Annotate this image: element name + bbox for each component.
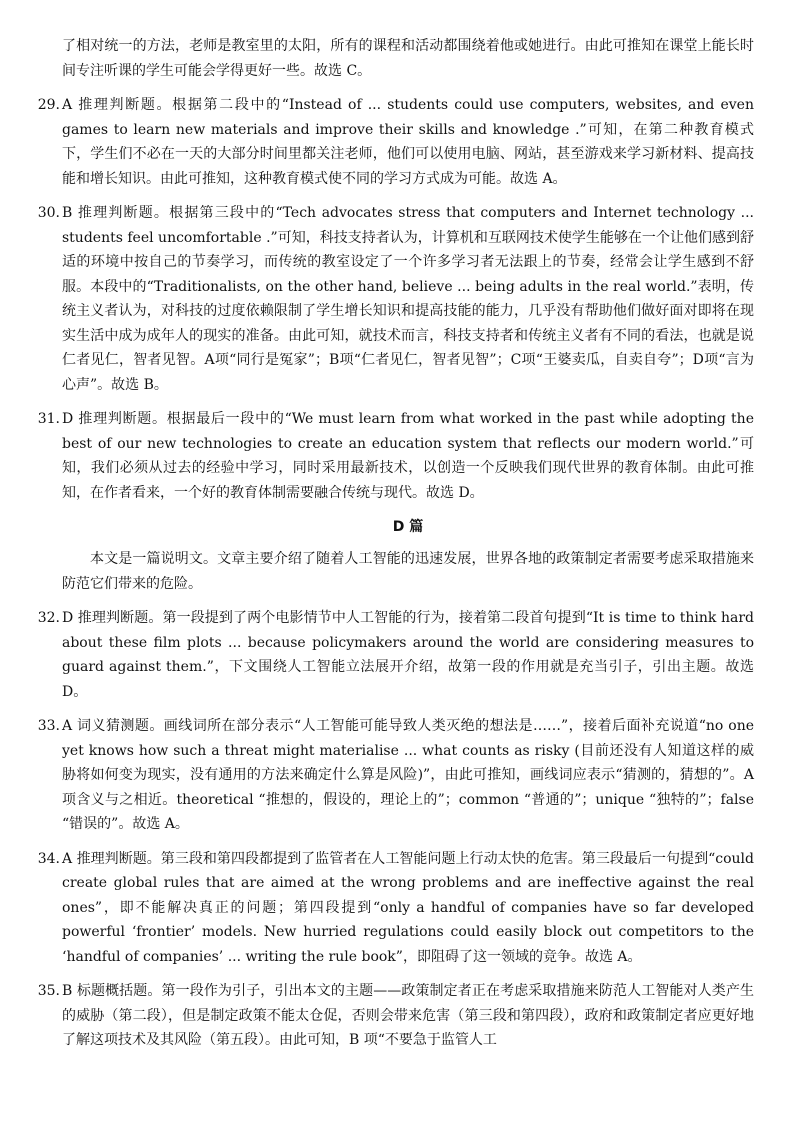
answer-key-page xyxy=(37,34,754,1063)
item-number: 29. xyxy=(37,97,60,113)
answer-item-30 xyxy=(37,201,754,397)
item-explanation: A 推理判断题。第三段和第四段都提到了监管者在人工智能问题上行动太快的危害。第三段最后一句提到“could create global rules that are aimed at the wrong problems and are ineffective against the real ones”，即不能解决真正的问题；第四段提到“only a handful of companies have so far developed powerful ‘frontier’ models. New hurried regulations could easily block out competitors to the ‘handful of companies’ ... writing the rule book”，即阻碍了这一领域的竞争。故选 A。 xyxy=(62,850,754,965)
item-explanation: B 标题概括题。第一段作为引子，引出本文的主题——政策制定者正在考虑采取措施来防范人工智能对人类产生的威胁（第二段），但是制定政策不能太仓促，否则会带来危害（第三段和第四段），政府和政策制定者应更好地了解这项技术及其风险（第五段）。由此可知，B 项“不要急于监管人工 xyxy=(62,983,754,1048)
answer-item-34 xyxy=(37,847,754,970)
item-explanation: D 推理判断题。根据最后一段中的“We must learn from what worked in the past while adopting the best of our new technologies to create an education system that reflects our modern world.”可知，我们必须从过去的经验中学习，同时采用最新技术，以创造一个反映我们现代世界的教育体制。由此可推知，在作者看来，一个好的教育体制需要融合传统与现代。故选 D。 xyxy=(62,411,754,501)
item-explanation: A 推理判断题。根据第二段中的“Instead of ... students could use computers, websites, and even games to learn new materials and improve their skills and knowledge .”可知，在第二种教育模式下，学生们不必在一天的大部分时间里都关注老师，他们可以使用电脑、网站，甚至游戏来学习新材料、提高技能和增长知识。由此可推知，这种教育模式使不同的学习方式成为可能。故选 A。 xyxy=(62,97,754,187)
answer-item-32 xyxy=(37,606,754,704)
item-number: 34. xyxy=(37,850,60,867)
item-number: 35. xyxy=(37,983,60,999)
item-explanation: A 词义猜测题。画线词所在部分表示“人工智能可能导致人类灭绝的想法是……”，接着后面补充说道“no one yet knows how such a threat might materialise ... what counts as risky (目前还没有人知道这样的威胁将如何变为现实，没有通用的方法来确定什么算是风险)”，由此可推知，画线词应表示“猜测的，猜想的”。A项含义与之相近。theoretical “推想的，假设的，理论上的”；common “普通的”；unique “独特的”；false “错误的”。故选 A。 xyxy=(62,718,754,832)
section-d-intro: 本文是一篇说明文。文章主要介绍了随着人工智能的迅速发展，世界各地的政策制定者需要考虑采取措施来防范它们带来的危险。 xyxy=(62,551,754,592)
item-explanation: B 推理判断题。根据第三段中的“Tech advocates stress that computers and Internet technology ... students feel uncomfortable .”可知，科技支持者认为，计算机和互联网技术使学生能够在一个让他们感到舒适的环境中按自己的节奏学习，而传统的教室设定了一个许多学习者无法跟上的节奏，经常会让学生感到不舒服。本段中的“Traditionalists, on the other hand, believe ... being adults in the real world.”表明，传统主义者认为，对科技的过度依赖限制了学生增长知识和提高技能的能力，几乎没有帮助他们做好面对即将在现实生活中成为成年人的现实的准备。由此可知，就技术而言，科技支持者和传统主义者有不同的看法，也就是说仁者见仁，智者见智。A项“同行是冤家”；B项“仁者见仁，智者见智”；C项“王婆卖瓜，自卖自夸”；D项“言为心声”。故选 B。 xyxy=(62,205,754,393)
answer-item-29 xyxy=(37,93,754,191)
item-explanation: D 推理判断题。第一段提到了两个电影情节中人工智能的行为，接着第二段首句提到“It is time to think hard about these film plots ... because policymakers around the world are considering measures to guard against them.”，下文围绕人工智能立法展开介绍，故第一段的作用就是充当引子，引出主题。故选 D。 xyxy=(62,610,754,700)
answer-item-31 xyxy=(37,407,754,505)
continuation-paragraph: 了相对统一的方法，老师是教室里的太阳，所有的课程和活动都围绕着他或她进行。由此可推知在课堂上能长时间专注听课的学生可能会学得更好一些。故选 C。 xyxy=(62,38,754,79)
answer-item-35 xyxy=(37,979,754,1053)
section-d-title: D 篇 xyxy=(392,519,424,535)
item-number: 31. xyxy=(37,411,60,427)
item-number: 33. xyxy=(37,718,60,734)
item-number: 30. xyxy=(37,205,60,221)
item-number: 32. xyxy=(37,610,60,626)
answer-item-33 xyxy=(37,714,754,837)
